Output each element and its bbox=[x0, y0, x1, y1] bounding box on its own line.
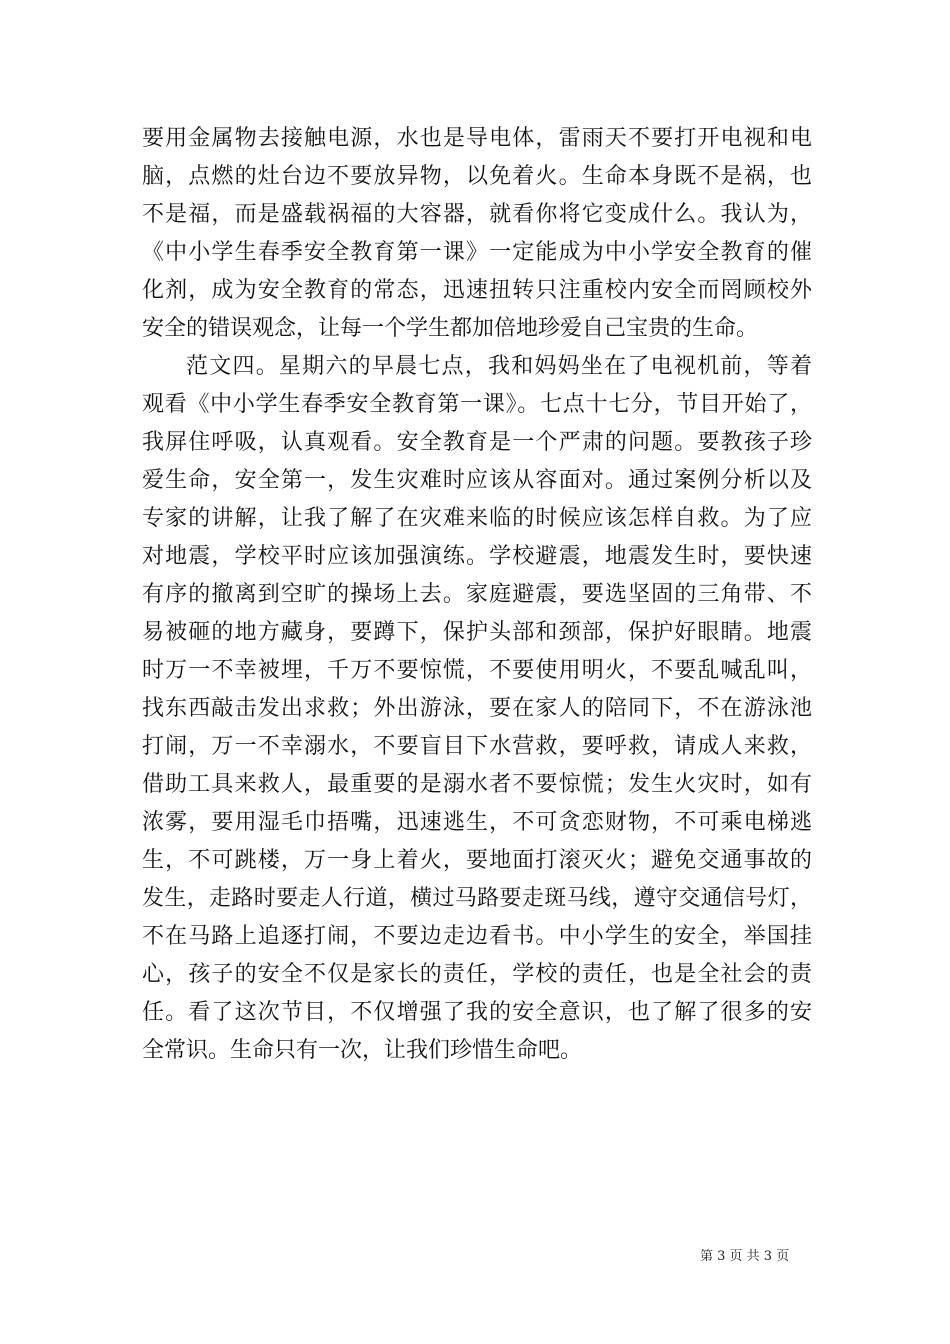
text-line: 专家的讲解，让我了解了在灾难来临的时候应该怎样自救。为了应 bbox=[142, 506, 812, 531]
text-line: 打闹，万一不幸溺水，不要盲目下水营救，要呼救，请成人来救， bbox=[142, 734, 812, 759]
text-line: 脑，点燃的灶台边不要放异物，以免着火。生命本身既不是祸，也 bbox=[142, 164, 812, 189]
text-line: 要用金属物去接触电源，水也是导电体，雷雨天不要打开电视和电 bbox=[142, 126, 812, 151]
text-line: 易被砸的地方藏身，要蹲下，保护头部和颈部，保护好眼睛。地震 bbox=[142, 620, 812, 645]
text-line: 有序的撤离到空旷的操场上去。家庭避震，要选坚固的三角带、不 bbox=[142, 582, 812, 607]
body-text bbox=[142, 120, 812, 1070]
text-line: 《中小学生春季安全教育第一课》一定能成为中小学安全教育的催 bbox=[142, 240, 812, 265]
text-line: 生，不可跳楼，万一身上着火，要地面打滚灭火；避免交通事故的 bbox=[142, 848, 812, 873]
text-line: 借助工具来救人，最重要的是溺水者不要惊慌；发生火灾时，如有 bbox=[142, 772, 812, 797]
text-line: 浓雾，要用湿毛巾捂嘴，迅速逃生，不可贪恋财物，不可乘电梯逃 bbox=[142, 810, 812, 835]
text-line: 心，孩子的安全不仅是家长的责任，学校的责任，也是全社会的责 bbox=[142, 962, 812, 987]
text-line: 对地震，学校平时应该加强演练。学校避震，地震发生时，要快速 bbox=[142, 544, 812, 569]
text-line: 观看《中小学生春季安全教育第一课》。七点十七分，节目开始了， bbox=[142, 392, 812, 417]
text-line: 爱生命，安全第一，发生灾难时应该从容面对。通过案例分析以及 bbox=[142, 468, 812, 493]
page-number-footer: 第 3 页 共 3 页 bbox=[700, 1249, 790, 1264]
text-line: 找东西敲击发出求救；外出游泳，要在家人的陪同下，不在游泳池 bbox=[142, 696, 812, 721]
text-line: 安全的错误观念，让每一个学生都加倍地珍爱自己宝贵的生命。 bbox=[142, 316, 759, 341]
text-line: 全常识。生命只有一次，让我们珍惜生命吧。 bbox=[142, 1038, 583, 1063]
paragraph-start-line: 范文四。星期六的早晨七点，我和妈妈坐在了电视机前，等着 bbox=[186, 354, 812, 379]
text-line: 我屏住呼吸，认真观看。安全教育是一个严肃的问题。要教孩子珍 bbox=[142, 430, 812, 455]
text-line: 时万一不幸被埋，千万不要惊慌，不要使用明火，不要乱喊乱叫， bbox=[142, 658, 812, 683]
text-line: 不在马路上追逐打闹，不要边走边看书。中小学生的安全，举国挂 bbox=[142, 924, 812, 949]
text-line: 化剂，成为安全教育的常态，迅速扭转只注重校内安全而罔顾校外 bbox=[142, 278, 812, 303]
text-line: 任。看了这次节目，不仅增强了我的安全意识，也了解了很多的安 bbox=[142, 1000, 812, 1025]
text-line: 不是福，而是盛载祸福的大容器，就看你将它变成什么。我认为， bbox=[142, 202, 812, 227]
text-line: 发生，走路时要走人行道，横过马路要走斑马线，遵守交通信号灯， bbox=[142, 886, 812, 911]
